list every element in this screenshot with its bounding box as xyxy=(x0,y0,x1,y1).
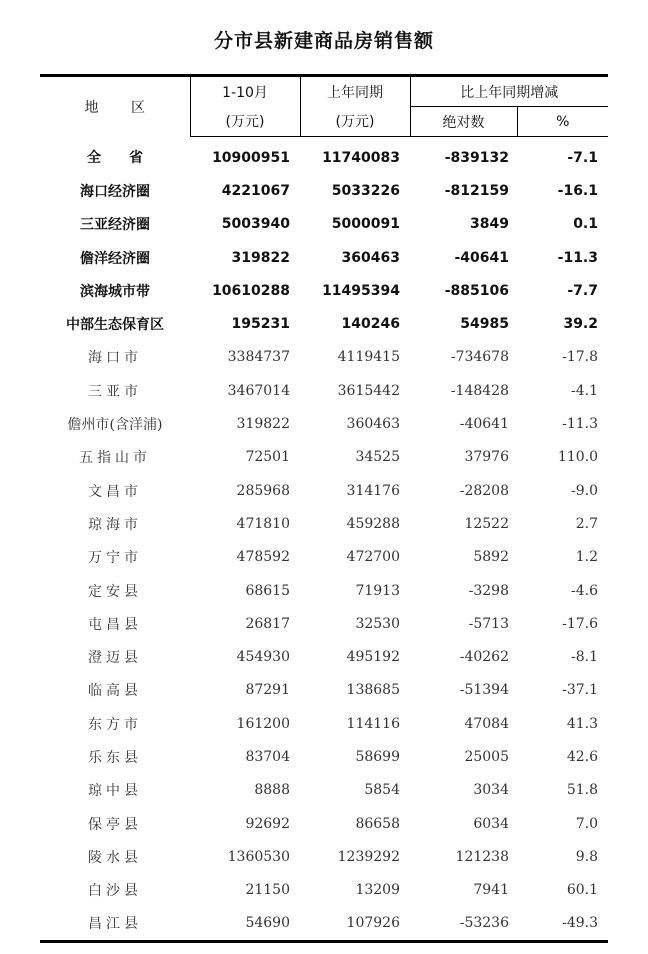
row-value-last-year: 13209 xyxy=(355,882,400,899)
row-value-current: 195231 xyxy=(231,316,290,333)
row-value-last-year: 32530 xyxy=(355,615,400,632)
row-change-pct: -4.6 xyxy=(571,582,598,599)
header-change-group: 比上年同期增减 xyxy=(410,76,608,107)
row-value-current: 68615 xyxy=(245,582,290,599)
row-value-current: 3384737 xyxy=(227,349,290,366)
row-change-pct: 9.8 xyxy=(575,848,598,865)
row-value-last-year: 138685 xyxy=(346,682,400,699)
row-change-pct: 41.3 xyxy=(566,715,598,732)
row-change-pct: 2.7 xyxy=(575,515,598,532)
header-abs: 绝对数 xyxy=(410,107,517,137)
row-value-current: 471810 xyxy=(236,515,290,532)
row-value-current: 72501 xyxy=(245,449,290,466)
row-region: 临高县 xyxy=(88,683,142,700)
row-region: 东方市 xyxy=(88,716,142,733)
row-region: 中部生态保育区 xyxy=(66,317,164,334)
row-change-pct: -8.1 xyxy=(571,649,598,666)
row-region: 海口市 xyxy=(88,350,142,367)
table-row xyxy=(40,541,608,574)
sales-table xyxy=(40,74,608,943)
table-row xyxy=(40,774,608,807)
row-value-last-year: 3615442 xyxy=(337,382,400,399)
row-value-last-year: 5854 xyxy=(364,782,400,799)
row-change-abs: 7941 xyxy=(473,882,509,899)
row-change-abs: -40262 xyxy=(459,649,509,666)
row-change-pct: -11.3 xyxy=(557,249,598,266)
row-region: 澄迈县 xyxy=(88,650,142,667)
row-change-pct: -4.1 xyxy=(571,382,598,399)
row-value-current: 161200 xyxy=(236,715,290,732)
header-col1-unit: (万元) xyxy=(190,107,300,137)
table-row xyxy=(40,507,608,540)
table-row xyxy=(40,241,608,274)
row-region: 保亭县 xyxy=(88,816,142,833)
row-value-last-year: 140246 xyxy=(341,316,400,333)
header-col2-unit: (万元) xyxy=(300,107,410,137)
row-value-current: 92692 xyxy=(245,815,290,832)
row-value-last-year: 34525 xyxy=(355,449,400,466)
row-change-abs: 6034 xyxy=(473,815,509,832)
row-change-abs: 3849 xyxy=(470,216,509,233)
row-region: 三亚市 xyxy=(88,383,142,400)
row-change-pct: 60.1 xyxy=(566,882,598,899)
row-value-last-year: 11495394 xyxy=(322,282,400,299)
row-value-current: 8888 xyxy=(254,782,290,799)
row-change-pct: -7.1 xyxy=(567,149,598,166)
row-change-abs: -734678 xyxy=(450,349,509,366)
row-change-abs: -148428 xyxy=(450,382,509,399)
table-row xyxy=(40,341,608,374)
table-row xyxy=(40,807,608,840)
table-row xyxy=(40,137,608,175)
row-value-current: 285968 xyxy=(236,482,290,499)
row-change-abs: -3298 xyxy=(468,582,509,599)
row-change-pct: -11.3 xyxy=(562,416,598,433)
row-value-last-year: 495192 xyxy=(346,649,400,666)
row-change-abs: 47084 xyxy=(464,715,509,732)
row-change-abs: 12522 xyxy=(464,515,509,532)
row-change-pct: -9.0 xyxy=(571,482,598,499)
row-change-pct: -17.6 xyxy=(562,615,598,632)
row-value-last-year: 1239292 xyxy=(337,848,400,865)
row-change-pct: 7.0 xyxy=(575,815,598,832)
row-region: 万宁市 xyxy=(88,550,142,567)
row-value-current: 26817 xyxy=(245,615,290,632)
row-value-last-year: 360463 xyxy=(346,416,400,433)
row-value-last-year: 107926 xyxy=(300,907,410,942)
row-value-last-year: 360463 xyxy=(341,249,400,266)
row-change-abs: -839132 xyxy=(444,149,509,166)
row-value-last-year: 11740083 xyxy=(322,149,400,166)
data-table xyxy=(40,74,608,943)
table-row xyxy=(40,707,608,740)
row-change-pct: 42.6 xyxy=(566,748,598,765)
row-value-last-year: 58699 xyxy=(355,748,400,765)
row-value-current: 1360530 xyxy=(227,848,290,865)
table-row xyxy=(40,307,608,340)
row-region: 文昌市 xyxy=(88,483,142,500)
row-change-pct: -49.3 xyxy=(517,907,608,942)
row-change-abs: -40641 xyxy=(459,416,509,433)
row-region: 儋洋经济圈 xyxy=(80,250,150,267)
row-value-current: 319822 xyxy=(236,416,290,433)
row-value-last-year: 5033226 xyxy=(331,182,400,199)
row-value-current: 454930 xyxy=(236,649,290,666)
row-value-last-year: 86658 xyxy=(355,815,400,832)
row-value-current: 4221067 xyxy=(221,182,290,199)
table-row xyxy=(40,274,608,307)
row-region: 白沙县 xyxy=(88,883,142,900)
row-region: 琼中县 xyxy=(88,783,142,800)
table-row xyxy=(40,874,608,907)
row-region: 五指山市 xyxy=(79,450,151,467)
row-change-abs: -885106 xyxy=(444,282,509,299)
row-change-abs: 3034 xyxy=(473,782,509,799)
row-region: 屯昌县 xyxy=(88,616,142,633)
row-change-pct: 39.2 xyxy=(563,316,598,333)
row-region: 昌江县 xyxy=(40,907,190,942)
row-region: 琼海市 xyxy=(88,516,142,533)
row-change-pct: 1.2 xyxy=(575,549,598,566)
row-region: 定安县 xyxy=(88,583,142,600)
row-value-last-year: 314176 xyxy=(346,482,400,499)
row-change-abs: -40641 xyxy=(454,249,509,266)
row-change-abs: 25005 xyxy=(464,748,509,765)
row-region: 海口经济圈 xyxy=(80,183,150,200)
row-change-pct: 0.1 xyxy=(573,216,598,233)
row-change-abs: 54985 xyxy=(460,316,509,333)
table-row xyxy=(40,574,608,607)
row-region: 全 省 xyxy=(87,150,143,167)
row-change-abs: 37976 xyxy=(464,449,509,466)
row-region: 儋州市(含洋浦) xyxy=(67,417,163,434)
row-value-current: 87291 xyxy=(245,682,290,699)
row-change-pct: -7.7 xyxy=(567,282,598,299)
table-row xyxy=(40,208,608,241)
table-row xyxy=(40,840,608,873)
row-change-pct: -16.1 xyxy=(557,182,598,199)
row-value-last-year: 5000091 xyxy=(331,216,400,233)
row-change-abs: -53236 xyxy=(410,907,517,942)
header-col1-line1: 1-10月 xyxy=(190,76,300,107)
header-col2-line1: 上年同期 xyxy=(300,76,410,107)
row-change-abs: -812159 xyxy=(444,182,509,199)
row-value-last-year: 71913 xyxy=(355,582,400,599)
row-region: 三亚经济圈 xyxy=(80,217,150,234)
row-change-abs: -28208 xyxy=(459,482,509,499)
row-value-current: 54690 xyxy=(190,907,300,942)
row-region: 乐东县 xyxy=(88,749,142,766)
row-value-current: 10610288 xyxy=(212,282,290,299)
table-row xyxy=(40,907,608,942)
row-value-current: 478592 xyxy=(236,549,290,566)
row-change-abs: 121238 xyxy=(455,848,509,865)
table-body xyxy=(40,137,608,942)
row-value-current: 10900951 xyxy=(212,149,290,166)
row-value-last-year: 4119415 xyxy=(337,349,400,366)
row-value-last-year: 472700 xyxy=(346,549,400,566)
row-value-current: 5003940 xyxy=(221,216,290,233)
table-row xyxy=(40,174,608,207)
row-change-abs: -51394 xyxy=(459,682,509,699)
table-row xyxy=(40,441,608,474)
row-value-current: 21150 xyxy=(245,882,290,899)
row-region: 滨海城市带 xyxy=(80,283,150,300)
row-value-last-year: 459288 xyxy=(346,515,400,532)
row-region: 陵水县 xyxy=(88,849,142,866)
table-row xyxy=(40,607,608,640)
row-change-pct: 51.8 xyxy=(566,782,598,799)
row-value-current: 83704 xyxy=(245,748,290,765)
row-change-abs: 5892 xyxy=(473,549,509,566)
header-region: 地 区 xyxy=(40,76,190,137)
row-change-abs: -5713 xyxy=(468,615,509,632)
row-change-pct: 110.0 xyxy=(557,449,598,466)
table-row xyxy=(40,740,608,773)
row-change-pct: -37.1 xyxy=(562,682,598,699)
row-value-current: 319822 xyxy=(231,249,290,266)
table-row xyxy=(40,407,608,440)
row-value-last-year: 114116 xyxy=(346,715,400,732)
table-row xyxy=(40,674,608,707)
row-value-current: 3467014 xyxy=(227,382,290,399)
table-row xyxy=(40,374,608,407)
table-row xyxy=(40,640,608,673)
table-header xyxy=(40,76,608,137)
header-pct: % xyxy=(517,107,608,137)
page-title: 分市县新建商品房销售额 xyxy=(213,30,434,52)
row-change-pct: -17.8 xyxy=(562,349,598,366)
table-row xyxy=(40,474,608,507)
